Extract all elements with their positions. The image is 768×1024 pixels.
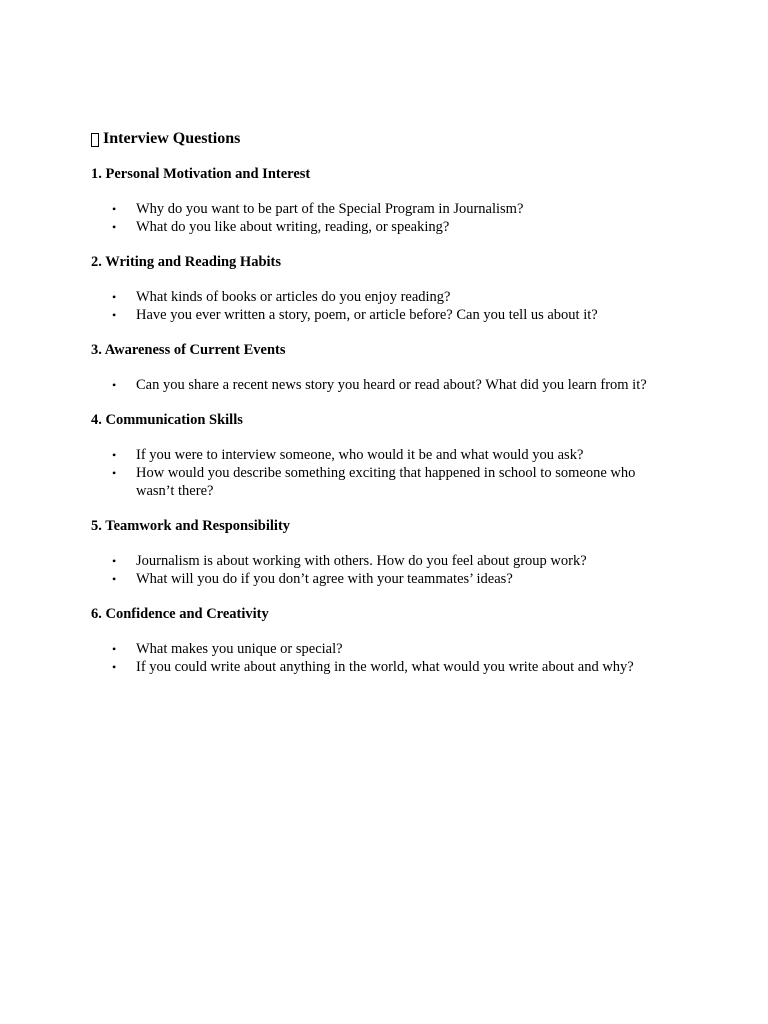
question-text: Have you ever written a story, poem, or article before? Can you tell us about it?	[136, 307, 598, 323]
question-text: What makes you unique or special?	[136, 641, 343, 657]
section-heading: 3. Awareness of Current Events	[91, 342, 286, 358]
bullet-icon: •	[112, 220, 117, 234]
bullet-icon: •	[112, 660, 117, 674]
question-section	[91, 605, 691, 676]
question-section	[91, 517, 691, 588]
bullet-icon: •	[112, 290, 117, 304]
bullet-icon: •	[112, 466, 117, 480]
document-title	[91, 128, 691, 150]
question-text: If you were to interview someone, who would it be and what would you ask?	[136, 447, 584, 463]
question-item	[91, 306, 666, 324]
bullet-icon: •	[112, 202, 117, 216]
question-list	[91, 446, 691, 500]
question-text: Why do you want to be part of the Special Program in Journalism?	[136, 201, 524, 217]
section-heading: 2. Writing and Reading Habits	[91, 254, 282, 270]
question-item	[91, 200, 666, 218]
question-item	[91, 446, 666, 464]
question-text: Can you share a recent news story you heard or read about? What did you learn from it?	[136, 377, 647, 393]
document-title-text: Interview Questions	[103, 130, 241, 147]
bullet-icon: •	[112, 308, 117, 322]
question-section	[91, 411, 691, 500]
bullet-icon: •	[112, 448, 117, 462]
question-item	[91, 658, 666, 676]
question-item	[91, 640, 666, 658]
document-page	[91, 128, 691, 676]
question-item	[91, 218, 666, 236]
question-list	[91, 288, 691, 324]
question-text: How would you describe something exciting that happened in school to someone who wasn’t there?	[136, 465, 636, 499]
sections-container	[91, 165, 691, 676]
question-item	[91, 552, 666, 570]
question-list	[91, 200, 691, 236]
question-item	[91, 570, 666, 588]
question-text: If you could write about anything in the world, what would you write about and why?	[136, 659, 634, 675]
question-list	[91, 640, 691, 676]
question-item	[91, 288, 666, 306]
section-heading: 4. Communication Skills	[91, 412, 243, 428]
question-list	[91, 376, 691, 394]
question-section	[91, 341, 691, 394]
question-list	[91, 552, 691, 588]
question-text: What will you do if you don’t agree with your teammates’ ideas?	[136, 571, 513, 587]
question-text: Journalism is about working with others. How do you feel about group work?	[136, 553, 587, 569]
bullet-icon: •	[112, 554, 117, 568]
section-heading: 5. Teamwork and Responsibility	[91, 518, 291, 534]
question-text: What do you like about writing, reading, or speaking?	[136, 219, 450, 235]
question-section	[91, 165, 691, 236]
question-item	[91, 376, 666, 394]
question-item	[91, 464, 666, 500]
bullet-icon: •	[112, 378, 117, 392]
bullet-icon: •	[112, 642, 117, 656]
missing-glyph-icon	[91, 133, 99, 147]
section-heading: 1. Personal Motivation and Interest	[91, 166, 311, 182]
question-section	[91, 253, 691, 324]
question-text: What kinds of books or articles do you enjoy reading?	[136, 289, 451, 305]
bullet-icon: •	[112, 572, 117, 586]
section-heading: 6. Confidence and Creativity	[91, 606, 269, 622]
